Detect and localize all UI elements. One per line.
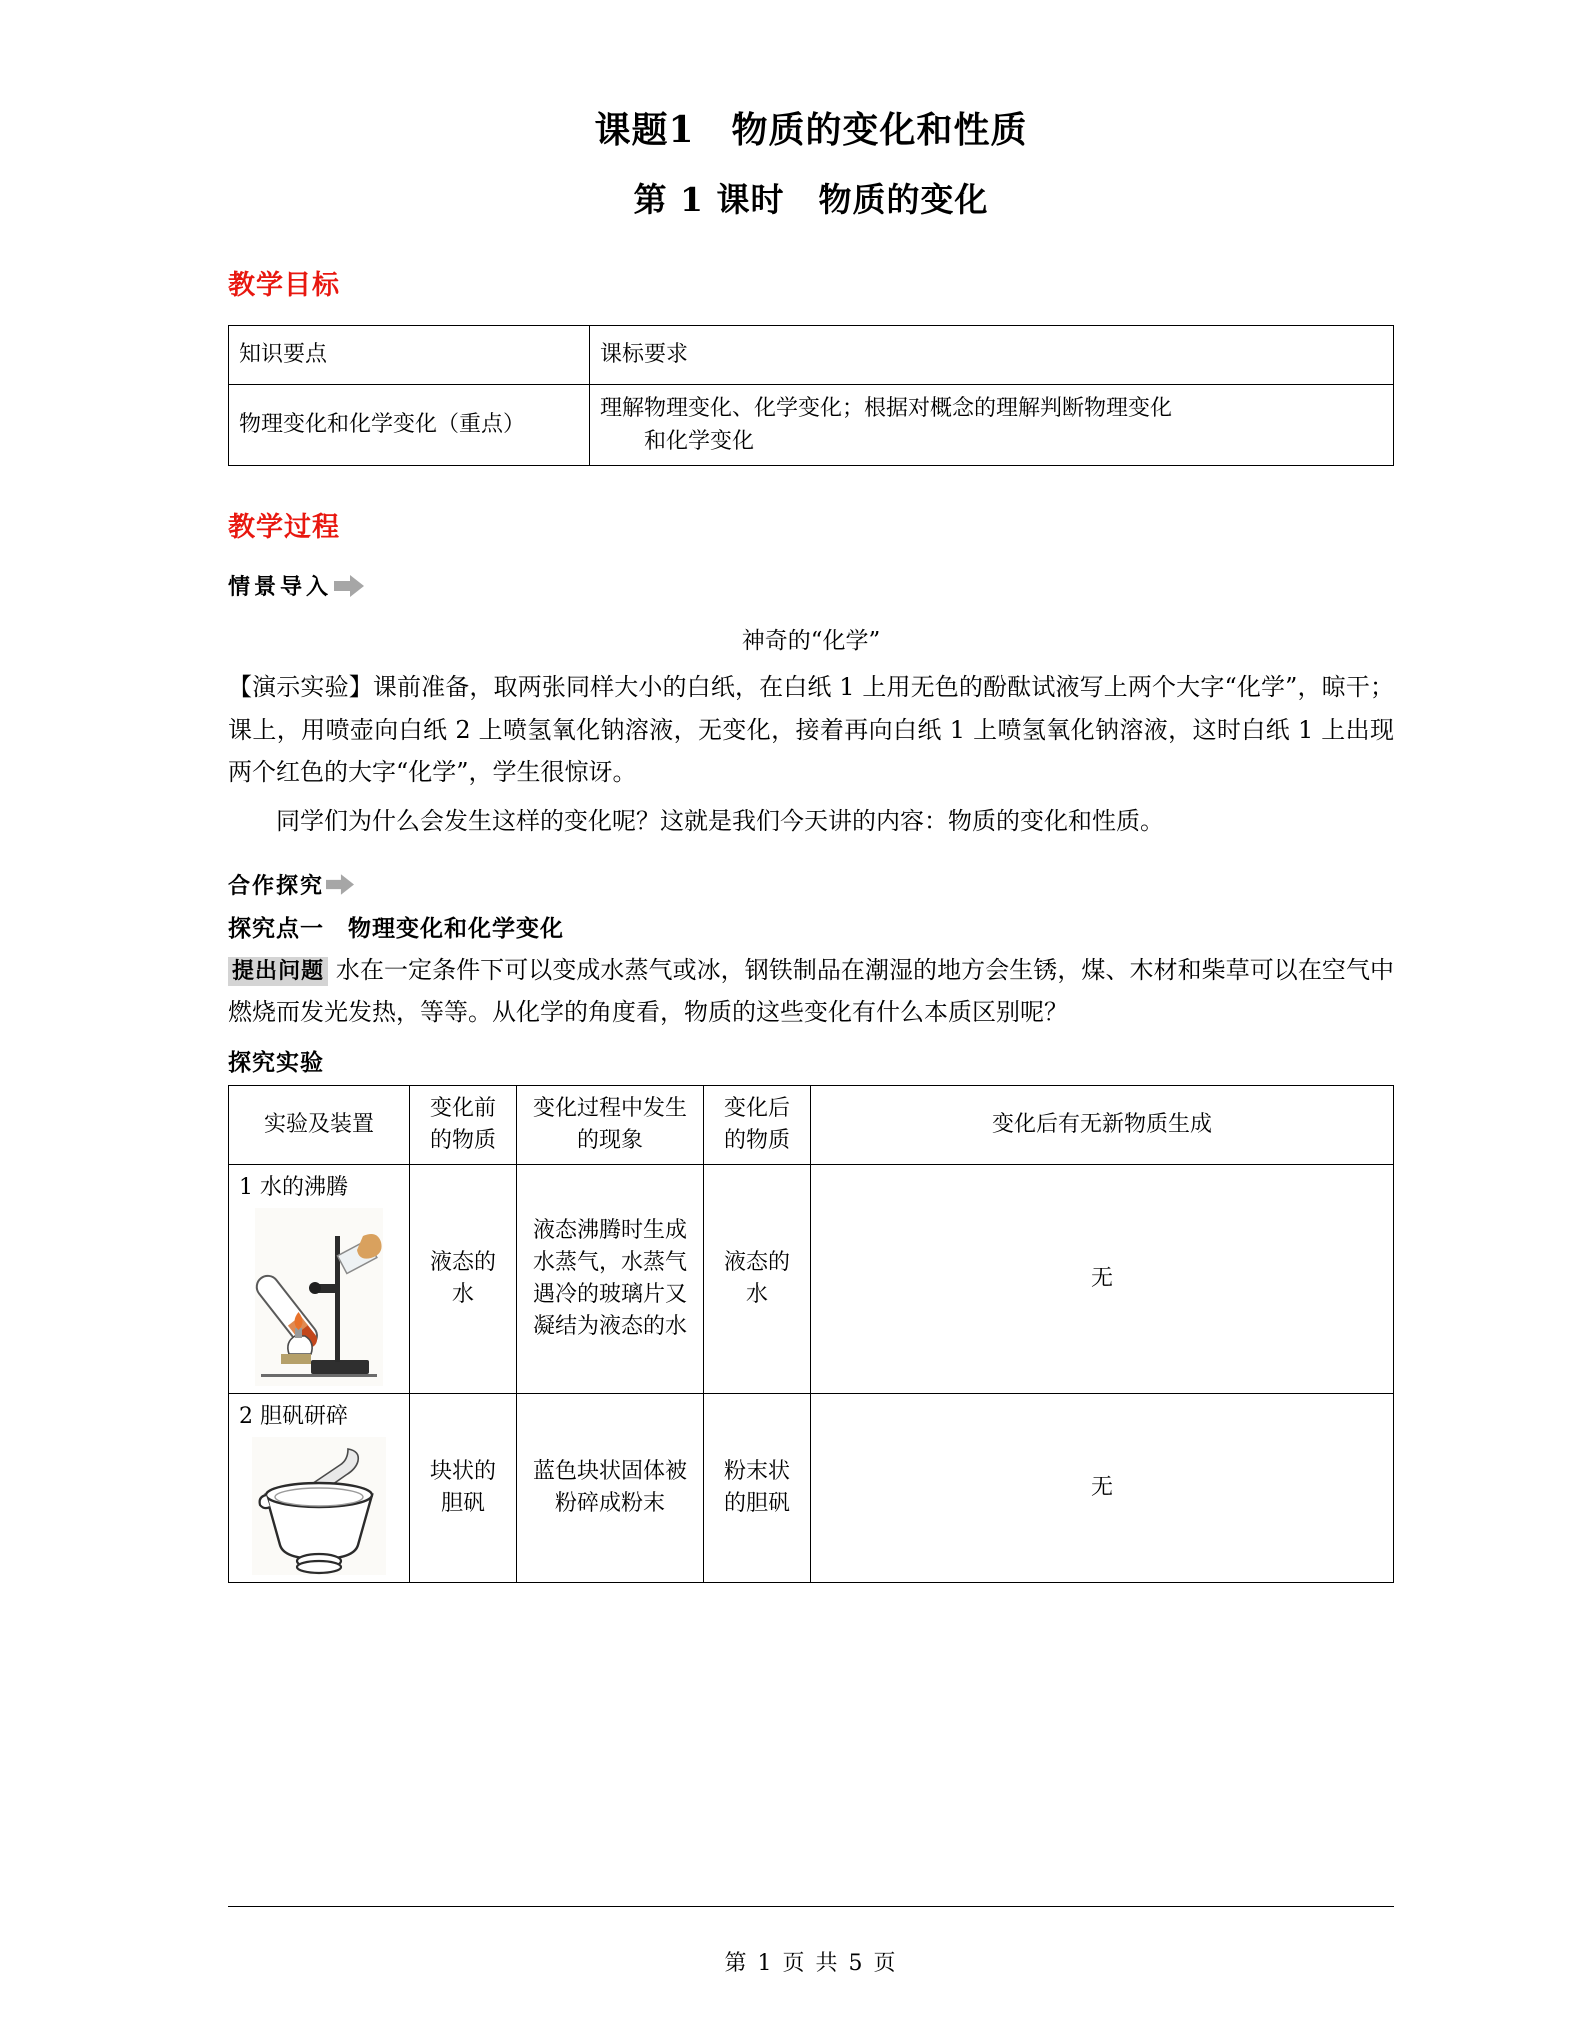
- page-content: [228, 0, 1394, 1583]
- table-row: [229, 1164, 1394, 1393]
- mortar-pestle-figure: [239, 1437, 399, 1575]
- objectives-cell-point: 物理变化和化学变化（重点）: [229, 384, 590, 465]
- right-arrow-icon: [326, 874, 354, 895]
- subsection-intro-label: [228, 570, 1394, 601]
- page-title: 课题1 物质的变化和性质: [594, 109, 1028, 151]
- exp-header-before: 变化前的物质: [410, 1086, 517, 1165]
- exp-caption-2: 2 胆矾研碎: [239, 1403, 348, 1429]
- inquiry-point-heading: 探究点一 物理变化和化学变化: [228, 915, 564, 942]
- exp-caption-1: 1 水的沸腾: [239, 1174, 348, 1200]
- exp-cell-after-2: 粉末状的胆矾: [704, 1393, 811, 1582]
- water-boiling-apparatus-figure: [239, 1208, 399, 1386]
- exp-cell-phenomenon-1: 液态沸腾时生成水蒸气，水蒸气遇冷的玻璃片又凝结为液态的水: [517, 1164, 704, 1393]
- exp-cell-device-1: [229, 1164, 410, 1393]
- exp-cell-before-2: 块状的胆矾: [410, 1393, 517, 1582]
- page-subtitle: 第 1 课时 物质的变化: [633, 180, 989, 219]
- table-row: [229, 325, 1394, 384]
- exp-header-after: 变化后的物质: [704, 1086, 811, 1165]
- objectives-table: [228, 325, 1394, 466]
- exp-cell-device-2: [229, 1393, 410, 1582]
- question-text: 水在一定条件下可以变成水蒸气或冰，钢铁制品在潮湿的地方会生锈，煤、木材和柴草可以在空气中燃烧而发光发热，等等。从化学的角度看，物质的这些变化有什么本质区别呢？: [228, 955, 1394, 1027]
- objectives-header-point: 知识要点: [229, 325, 590, 384]
- question-tag: 提出问题: [228, 957, 328, 986]
- exp-cell-phenomenon-2: 蓝色块状固体被粉碎成粉末: [517, 1393, 704, 1582]
- section-heading-process: 教学过程: [228, 511, 340, 543]
- section-heading-objectives: 教学目标: [228, 270, 340, 302]
- intro-paragraph-1: 【演示实验】课前准备，取两张同样大小的白纸，在白纸 1 上用无色的酚酞试液写上两个大字“化学”，晾干；课上，用喷壶向白纸 2 上喷氢氧化钠溶液，无变化，接着再向白纸 1 上喷氢氧化钠溶液，这时白纸 1 上出现两个红色的大字“化学”，学生很惊讶。: [228, 672, 1394, 787]
- subsection-inquiry-label: [228, 869, 1394, 900]
- objectives-cell-requirement: [590, 384, 1394, 465]
- exp-cell-after-1: 液态的水: [704, 1164, 811, 1393]
- inquiry-label-text: 合作探究: [228, 873, 325, 899]
- table-row: [229, 1393, 1394, 1582]
- exp-header-phenomenon: 变化过程中发生的现象: [517, 1086, 704, 1165]
- intro-label-text: 情景导入: [228, 574, 333, 601]
- footer-page-number: 第 1 页 共 5 页: [724, 1951, 898, 1976]
- requirement-line-1: 理解物理变化、化学变化；根据对概念的理解判断物理变化: [600, 395, 1173, 421]
- exp-header-device: 实验及装置: [229, 1086, 410, 1165]
- intro-paragraph-2: 同学们为什么会发生这样的变化呢？这就是我们今天讲的内容：物质的变化和性质。: [276, 806, 1164, 835]
- exp-cell-new-substance-2: 无: [811, 1393, 1394, 1582]
- table-header-row: [229, 1086, 1394, 1165]
- exp-header-new-substance: 变化后有无新物质生成: [811, 1086, 1394, 1165]
- right-arrow-icon: [334, 575, 364, 597]
- table-row: [229, 384, 1394, 465]
- exp-cell-new-substance-1: 无: [811, 1164, 1394, 1393]
- experiment-table: [228, 1085, 1394, 1583]
- objectives-header-requirement: 课标要求: [590, 325, 1394, 384]
- exp-cell-before-1: 液态的水: [410, 1164, 517, 1393]
- experiment-heading: 探究实验: [228, 1050, 324, 1077]
- footer-divider: [228, 1906, 1394, 1907]
- inquiry-question-paragraph: [228, 949, 1394, 1034]
- intro-center-title: 神奇的“化学”: [741, 628, 881, 655]
- requirement-line-2: 和化学变化: [644, 428, 755, 454]
